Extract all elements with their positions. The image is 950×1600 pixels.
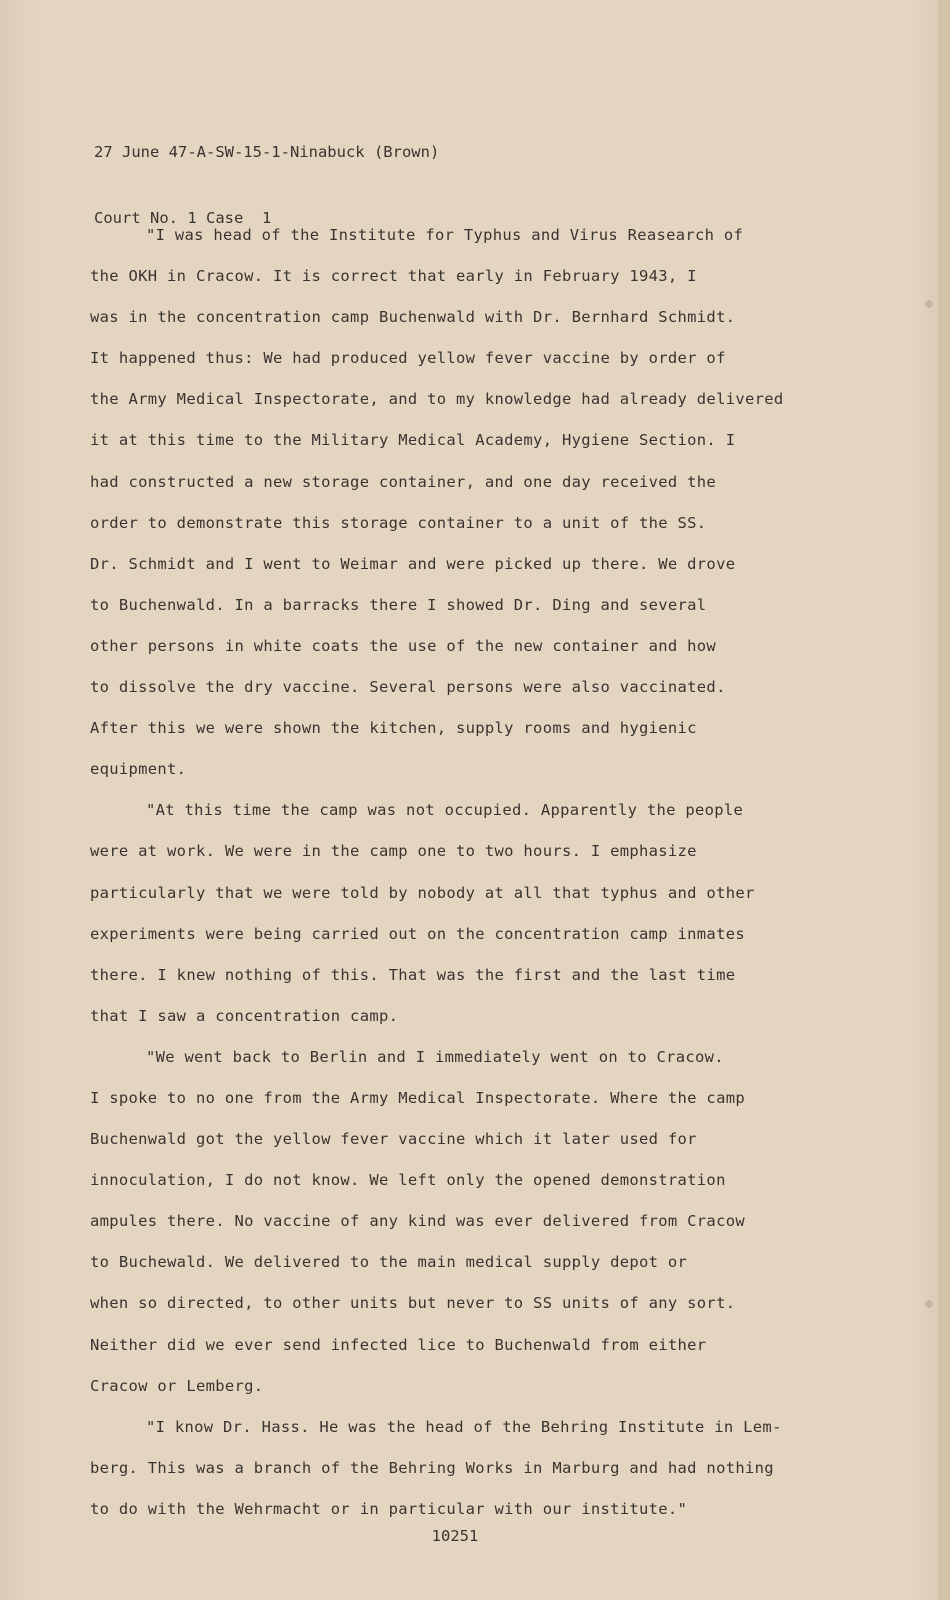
body-line: Buchenwald got the yellow fever vaccine which it later used for — [90, 1130, 697, 1149]
body-line: the Army Medical Inspectorate, and to my knowledge had already delivered — [90, 390, 784, 409]
body-line: particularly that we were told by nobody at all that typhus and other — [90, 883, 755, 902]
body-line: the OKH in Cracow. It is correct that early in February 1943, I — [90, 267, 697, 286]
body-line: there. I knew nothing of this. That was the first and the last time — [90, 965, 736, 984]
body-line: was in the concentration camp Buchenwald with Dr. Bernhard Schmidt. — [90, 308, 736, 327]
body-line: order to demonstrate this storage container to a unit of the SS. — [90, 513, 707, 532]
body-line: to Buchewald. We delivered to the main medical supply depot or — [90, 1253, 688, 1272]
punch-hole — [925, 300, 933, 308]
paper-edge — [938, 0, 950, 1600]
body-line: equipment. — [90, 760, 187, 779]
body-line: berg. This was a branch of the Behring Works in Marburg and had nothing — [90, 1458, 774, 1477]
body-line: ampules there. No vaccine of any kind was ever delivered from Cracow — [90, 1212, 745, 1231]
body-line: had constructed a new storage container, and one day received the — [90, 472, 717, 491]
header-court-case: Court No. 1 Case 1 — [94, 209, 272, 227]
body-line: Neither did we ever send infected lice to Buchenwald from either — [90, 1335, 707, 1354]
body-line: Dr. Schmidt and I went to Weimar and were picked up there. We drove — [90, 554, 736, 573]
body-line: "I was head of the Institute for Typhus and Virus Reasearch of — [146, 226, 744, 244]
body-line: innoculation, I do not know. We left only the opened demonstration — [90, 1171, 726, 1190]
body-line: experiments were being carried out on the concentration camp inmates — [90, 924, 745, 943]
body-line: were at work. We were in the camp one to two hours. I emphasize — [90, 842, 697, 861]
body-line: It happened thus: We had produced yellow fever vaccine by order of — [90, 349, 726, 368]
body-line: After this we were shown the kitchen, supply rooms and hygienic — [90, 719, 697, 738]
page-number: 10251 — [431, 1527, 479, 1545]
testimony-body — [90, 215, 840, 1530]
body-line: to Buchenwald. In a barracks there I showed Dr. Ding and several — [90, 595, 707, 614]
body-line: when so directed, to other units but never to SS units of any sort. — [90, 1294, 736, 1313]
body-line: "I know Dr. Hass. He was the head of the Behring Institute in Lem- — [146, 1417, 782, 1436]
body-line: it at this time to the Military Medical Academy, Hygiene Section. I — [90, 431, 736, 450]
body-line: that I saw a concentration camp. — [90, 1006, 399, 1025]
body-line: other persons in white coats the use of the new container and how — [90, 636, 717, 655]
body-line: I spoke to no one from the Army Medical Inspectorate. Where the camp — [90, 1088, 745, 1107]
body-line: to do with the Wehrmacht or in particular with our institute." — [90, 1499, 688, 1518]
header-case-reference: 27 June 47-A-SW-15-1-Ninabuck (Brown) — [94, 143, 440, 161]
body-line: "At this time the camp was not occupied. Apparently the people — [146, 801, 744, 820]
body-line: Cracow or Lemberg. — [90, 1376, 264, 1395]
body-line: to dissolve the dry vaccine. Several persons were also vaccinated. — [90, 678, 726, 697]
punch-hole — [925, 1300, 933, 1308]
body-line: "We went back to Berlin and I immediately went on to Cracow. — [146, 1047, 724, 1066]
